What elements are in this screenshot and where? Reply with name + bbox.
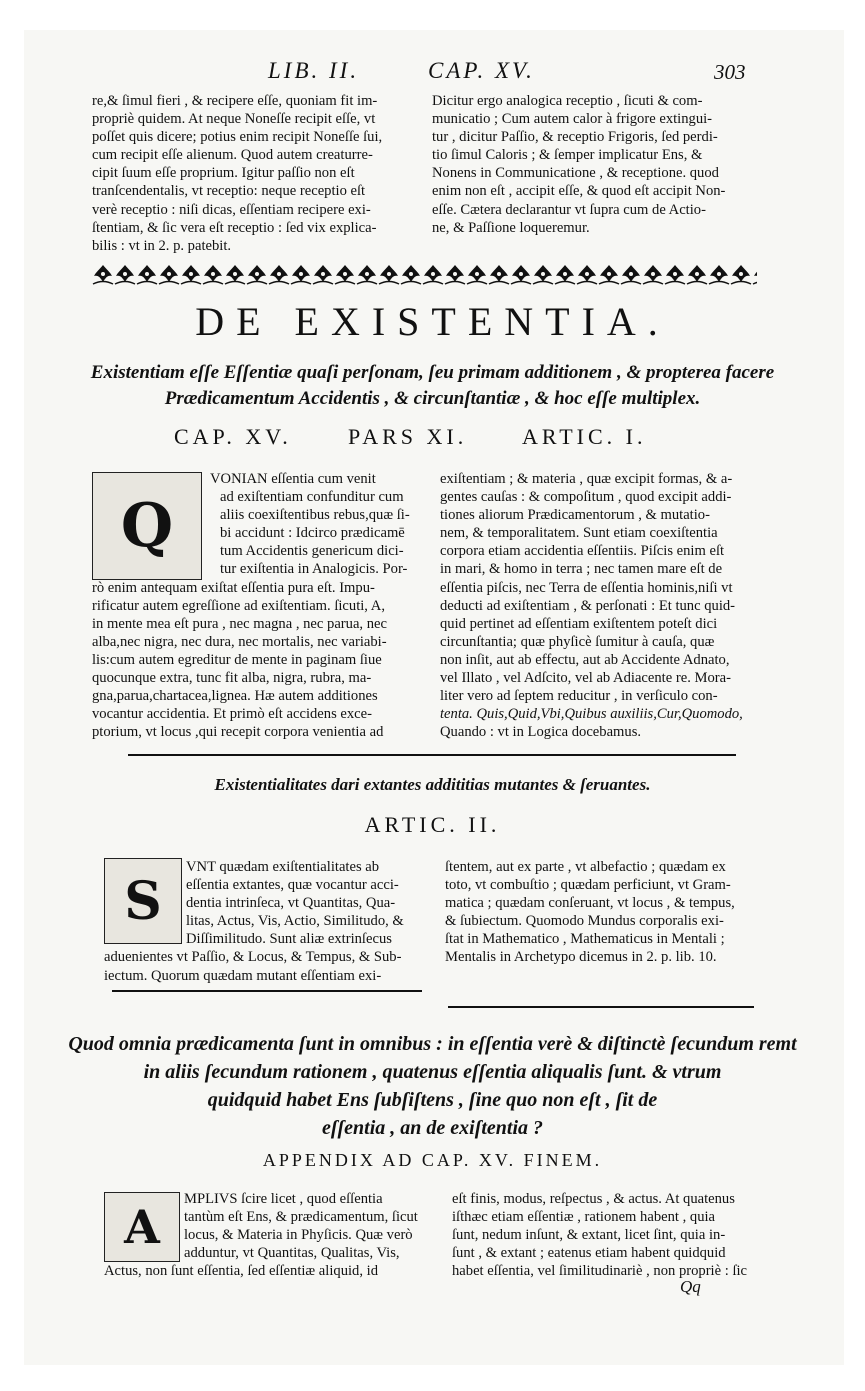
text-line: locus, & Materia in Phyſicis. Quæ verò	[184, 1227, 413, 1244]
text-line: in mari, & homo in terra ; nec tamen mare eſt de	[440, 561, 723, 578]
text-line: tenta. Quis,Quid,Vbi,Quibus auxiliis,Cur,Quomodo,	[440, 706, 743, 723]
text-line: tum Accidentis genericum dici-	[220, 543, 404, 560]
text-line: non inſit, aut ab effectu, aut ab Accidente Adnato,	[440, 651, 730, 668]
text-line: alba,nec nigra, nec dura, nec mortalis, nec variabi-	[92, 633, 387, 650]
section-divider	[112, 990, 422, 992]
text-line: tur , dicitur Paſſio, & receptio Frigoris, ſed perdi-	[432, 129, 718, 146]
chapter-subtitle	[60, 360, 805, 412]
text-line: quocunque extra, tunc fit alba, nigra, rubra, ma-	[92, 670, 372, 687]
running-head-lib: LIB. II.	[268, 58, 360, 83]
text-line: eſſe. Cætera declarantur vt ſupra cum de Actio-	[432, 201, 706, 218]
text-line: vocantur accidentia. Et primò eſt accidens exce-	[92, 706, 372, 723]
title-line: in aliis ſecundum rationem , quatenus eſſentia aliqualis ſunt. & vtrum	[143, 1061, 722, 1083]
text-line: quid pertinet ad eſſentiam exiſtentem poteſt dici	[440, 615, 718, 632]
text-line: ſtat in Mathematico , Mathematicus in Mentali ;	[445, 931, 725, 948]
section-divider	[128, 754, 736, 756]
text-line: VONIAN eſſentia cum venit	[210, 471, 376, 487]
title-line: Quod omnia prædicamenta ſunt in omnibus : in eſſentia verè & diſtinctè ſecundum remt	[68, 1033, 797, 1055]
text-line: Diſſimilitudo. Sunt aliæ extrinſecus	[186, 931, 392, 948]
main-title: DE EXISTENTIA.	[195, 299, 670, 344]
text-line: vel Illato , vel Adſcito, vel ab Adiacente re. Mora-	[440, 670, 731, 687]
text-line: verè receptio : niſi dicas, eſſentiam recipere exi-	[92, 201, 371, 218]
appendix-left-column	[104, 1190, 430, 1280]
page-number: 303	[714, 60, 746, 84]
text-line: gentes cauſas : & compoſitum , quod excipit addi-	[440, 489, 732, 506]
text-line: tur exiſtentia in Analogicis. Por-	[220, 561, 408, 578]
text-line: circunſtantia; quæ phyſicè ſumitur à cauſa, quæ	[440, 633, 715, 650]
text-line: ptorium, vt locus ,qui recepit corpora venientia ad	[92, 724, 384, 741]
text-line: Mentalis in Archetypo dicemus in 2. p. lib. 10.	[445, 949, 717, 966]
text-line: & ſubiectum. Quomodo Mundus corporalis exi-	[445, 913, 724, 930]
text-line: Nonens in Communicatione , & receptione. quod	[432, 165, 719, 182]
text-line: deducti ad exiſtentiam , & perſonati : Et tunc quid-	[440, 597, 736, 614]
top-right-column	[432, 92, 762, 237]
ornamental-border	[92, 262, 757, 288]
text-line: litas, Actus, Vis, Actio, Similitudo, &	[186, 913, 404, 930]
text-line: rò enim antequam exiſtat eſſentia pura eſt. Impu-	[92, 579, 375, 596]
text-line: tranſcendentalis, vt receptio: neque receptio eſt	[92, 183, 366, 200]
text-line: liter vero ad ſeptem reducitur , in verſiculo con-	[440, 688, 718, 705]
text-line: ne, & Paſſione loqueremur.	[432, 219, 590, 236]
text-line: lis:cum autem egreditur de mente in paginam ſiue	[92, 651, 382, 668]
text-line: tiones aliorum Prædicamentorum , & mutatio-	[440, 507, 710, 524]
text-line: eſſentia extantes, quæ vocantur acci-	[186, 877, 399, 894]
text-line: re,& ſimul fieri , & recipere eſſe, quoniam fit im-	[92, 93, 378, 109]
title-line: eſſentia , an de exiſtentia ?	[321, 1117, 544, 1139]
pars-label: PARS XI.	[348, 424, 468, 449]
section2-left-column	[104, 858, 422, 985]
text-line: ſtentem, aut ex parte , vt albefactio ; quædam ex	[445, 859, 726, 875]
appendix-right-column	[452, 1190, 768, 1280]
dropcap-s: S	[104, 858, 182, 944]
text-line: poſſet quis dicere; potius enim recipit Noneſſe ſui,	[92, 129, 383, 146]
text-line: corpora etiam accidentia eſſentiis. Piſcis enim eſt	[440, 543, 725, 560]
section3-title	[60, 1030, 805, 1142]
text-line: nem, & temporalitatem. Sunt etiam coexiſtentia	[440, 525, 718, 542]
top-left-column	[92, 92, 414, 255]
text-line: eſſentia piſcis, nec Terra de eſſentia hominis,niſi vt	[440, 579, 733, 596]
text-line: aliis coexiſtentibus rebus,quæ ſi-	[220, 507, 410, 524]
text-line: propriè quidem. At neque Noneſſe recipit eſſe, vt	[92, 111, 376, 128]
text-line: in mente mea eſt pura , nec magna , nec parua, nec	[92, 615, 387, 632]
text-line: adduntur, vt Quantitas, Qualitas, Vis,	[184, 1245, 400, 1262]
text-line: habet eſſentia, vel ſimilitudinariè , non propriè : ſic	[452, 1263, 748, 1280]
text-line: dentia intrinſeca, vt Quantitas, Qua-	[186, 895, 396, 912]
text-line: VNT quædam exiſtentialitates ab	[186, 859, 380, 875]
text-line: bilis : vt in 2. p. patebit.	[92, 237, 232, 254]
text-line: tantùm eſt Ens, & prædicamentum, ſicut	[184, 1209, 418, 1226]
running-head-cap: CAP. XV.	[428, 58, 535, 83]
text-line: enim non eſt , accipit eſſe, & quod eſt accipit Non-	[432, 183, 726, 200]
text-line: ſunt , & extant ; eatenus etiam habent quidquid	[452, 1245, 726, 1262]
section1-left-column	[92, 470, 422, 741]
text-line: Dicitur ergo analogica receptio , ſicuti & com-	[432, 93, 703, 109]
text-line: gna,parua,chartacea,lignea. Hæ autem additiones	[92, 688, 378, 705]
text-line: eſt finis, modus, reſpectus , & actus. At quatenus	[452, 1191, 735, 1207]
text-line: toto, vt combuſtio ; quædam perficiunt, vt Gram-	[445, 877, 731, 894]
dropcap-a: A	[104, 1192, 180, 1262]
text-line: cipit ſuum eſſe proprium. Igitur paſſio non eſt	[92, 165, 355, 182]
text-line: Quando : vt in Logica docebamus.	[440, 724, 642, 741]
title-line: quidquid habet Ens ſubſiſtens , ſine quo non eſt , ſit de	[207, 1089, 658, 1111]
text-line: rificatur autem egreſſione ad exiſtentiam. ſicuti, A,	[92, 597, 385, 614]
subtitle-line: Existentiam eſſe Eſſentiæ quaſi perſonam, ſeu primam additionem , & propterea facere	[90, 362, 775, 383]
text-line: aduenientes vt Paſſio, & Locus, & Tempus, & Sub-	[104, 949, 402, 966]
section2-artic-label: ARTIC. II.	[364, 812, 501, 837]
text-line: bi accidunt : Idcirco prædicamē	[220, 525, 405, 542]
text-line: MPLIVS ſcire licet , quod eſſentia	[184, 1191, 383, 1207]
section2-right-column	[445, 858, 765, 967]
catchword: Qq	[680, 1277, 701, 1296]
text-line: Actus, non ſunt eſſentia, ſed eſſentiæ aliquid, id	[104, 1263, 378, 1280]
subtitle-line: Prædicamentum Accidentis , & circunſtantiæ , & hoc eſſe multiplex.	[164, 388, 701, 409]
appendix-title: APPENDIX AD CAP. XV. FINEM.	[262, 1150, 603, 1170]
text-line: ad exiſtentiam confunditur cum	[220, 489, 404, 506]
text-line: iectum. Quorum quædam mutant eſſentiam exi-	[104, 967, 382, 984]
chapter-label: CAP. XV.	[174, 424, 292, 449]
text-line: matica ; quædam conſeruant, vt locus , & tempus,	[445, 895, 735, 912]
text-line: municatio ; Cum autem calor à frigore extingui-	[432, 111, 713, 128]
section1-right-column	[440, 470, 762, 741]
artic-label: ARTIC. I.	[522, 424, 647, 449]
text-line: iſthæc etiam eſſentiæ , rationem habent , quia	[452, 1209, 716, 1226]
dropcap-q: Q	[92, 472, 202, 580]
section-divider	[448, 1006, 754, 1008]
text-line: ſtentiam, & ſic vera eſt receptio : ſed vix explica-	[92, 219, 377, 236]
text-line: exiſtentiam ; & materia , quæ excipit formas, & a-	[440, 471, 733, 487]
text-line: cum recipit eſſe alienum. Quod autem creaturre-	[92, 147, 373, 164]
text-line: ſunt, nedum inſunt, & extant, licet ſint, quia in-	[452, 1227, 726, 1244]
section2-title: Existentialitates dari extantes addititias mutantes & ſeruantes.	[214, 775, 651, 794]
text-line: tio ſimul Caloris ; & ſemper implicatur Ens, &	[432, 147, 703, 164]
